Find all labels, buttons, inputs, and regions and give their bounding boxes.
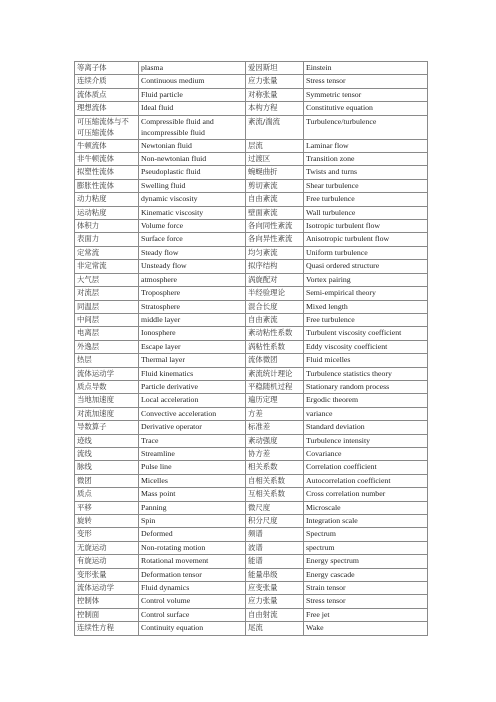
table-row [75, 380, 428, 393]
term-english-cell: Uniform turbulence [304, 246, 428, 259]
term-english-cell: Surface force [139, 233, 246, 246]
term-chinese-cell: 方差 [246, 407, 304, 420]
term-english-cell: Ideal fluid [139, 102, 246, 115]
table-row [75, 528, 428, 541]
table-row [75, 488, 428, 501]
term-english-cell: Troposphere [139, 287, 246, 300]
table-row [75, 166, 428, 179]
term-chinese-cell: 理想流体 [75, 102, 139, 115]
term-chinese-cell: 体积力 [75, 220, 139, 233]
term-chinese-cell: 有旋运动 [75, 555, 139, 568]
term-chinese-cell: 能量串级 [246, 568, 304, 581]
term-chinese-cell: 应力张量 [246, 75, 304, 88]
term-english-cell: Wall turbulence [304, 206, 428, 219]
term-chinese-cell: 连续性方程 [75, 622, 139, 635]
table-row [75, 407, 428, 420]
term-english-cell: Control surface [139, 608, 246, 621]
term-chinese-cell: 无旋运动 [75, 541, 139, 554]
table-row [75, 501, 428, 514]
table-row [75, 115, 428, 139]
term-chinese-cell: 连续介质 [75, 75, 139, 88]
term-chinese-cell: 拟序结构 [246, 260, 304, 273]
term-chinese-cell: 流体微团 [246, 354, 304, 367]
term-english-cell: Ionosphere [139, 327, 246, 340]
term-english-cell: atmosphere [139, 273, 246, 286]
term-chinese-cell: 运动粘度 [75, 206, 139, 219]
term-english-cell: Pseudoplastic fluid [139, 166, 246, 179]
term-english-cell: Einstein [304, 62, 428, 75]
term-english-cell: Kinematic viscosity [139, 206, 246, 219]
term-chinese-cell: 膨胀性流体 [75, 179, 139, 192]
term-chinese-cell: 紊流统计理论 [246, 367, 304, 380]
term-english-cell: Cross correlation number [304, 488, 428, 501]
table-row [75, 179, 428, 192]
term-chinese-cell: 尾流 [246, 622, 304, 635]
term-chinese-cell: 变形张量 [75, 568, 139, 581]
table-row [75, 246, 428, 259]
term-chinese-cell: 自由紊流 [246, 313, 304, 326]
term-english-cell: Spin [139, 515, 246, 528]
term-english-cell: Newtonian fluid [139, 139, 246, 152]
term-english-cell: Free jet [304, 608, 428, 621]
term-chinese-cell: 非定常流 [75, 260, 139, 273]
term-english-cell: spectrum [304, 541, 428, 554]
table-row [75, 153, 428, 166]
term-chinese-cell: 均匀紊流 [246, 246, 304, 259]
term-chinese-cell: 对流加速度 [75, 407, 139, 420]
term-english-cell: Autocorrelation coefficient [304, 474, 428, 487]
term-chinese-cell: 能谱 [246, 555, 304, 568]
term-english-cell: Volume force [139, 220, 246, 233]
term-english-cell: Stress tensor [304, 595, 428, 608]
term-english-cell: middle layer [139, 313, 246, 326]
term-chinese-cell: 协方差 [246, 447, 304, 460]
term-english-cell: Stratosphere [139, 300, 246, 313]
term-chinese-cell: 标准差 [246, 421, 304, 434]
term-english-cell: Fluid dynamics [139, 582, 246, 595]
term-chinese-cell: 平稳随机过程 [246, 380, 304, 393]
term-english-cell: Ergodic theorem [304, 394, 428, 407]
term-chinese-cell: 本构方程 [246, 102, 304, 115]
table-row [75, 340, 428, 353]
table-row [75, 75, 428, 88]
term-chinese-cell: 当地加速度 [75, 394, 139, 407]
table-row [75, 354, 428, 367]
term-english-cell: Wake [304, 622, 428, 635]
term-english-cell: Mixed length [304, 300, 428, 313]
term-english-cell: Escape layer [139, 340, 246, 353]
term-chinese-cell: 电离层 [75, 327, 139, 340]
table-row [75, 260, 428, 273]
table-row [75, 434, 428, 447]
table-row [75, 88, 428, 101]
term-english-cell: Isotropic turbulent flow [304, 220, 428, 233]
table-row [75, 447, 428, 460]
table-row [75, 102, 428, 115]
term-english-cell: Shear turbulence [304, 179, 428, 192]
table-row [75, 233, 428, 246]
term-chinese-cell: 流体质点 [75, 88, 139, 101]
term-english-cell: Micelles [139, 474, 246, 487]
term-chinese-cell: 涡粘性系数 [246, 340, 304, 353]
table-row [75, 582, 428, 595]
term-english-cell: Free turbulence [304, 193, 428, 206]
table-row [75, 541, 428, 554]
term-chinese-cell: 微尺度 [246, 501, 304, 514]
term-english-cell: Quasi ordered structure [304, 260, 428, 273]
term-chinese-cell: 脉线 [75, 461, 139, 474]
term-english-cell: Derivative operator [139, 421, 246, 434]
term-chinese-cell: 应力张量 [246, 595, 304, 608]
term-chinese-cell: 各向同性紊流 [246, 220, 304, 233]
term-english-cell: Transition zone [304, 153, 428, 166]
term-chinese-cell: 微团 [75, 474, 139, 487]
term-chinese-cell: 非牛顿流体 [75, 153, 139, 166]
term-chinese-cell: 半经验理论 [246, 287, 304, 300]
term-english-cell: Strain tensor [304, 582, 428, 595]
term-english-cell: Control volume [139, 595, 246, 608]
term-chinese-cell: 混合长度 [246, 300, 304, 313]
term-english-cell: Mass point [139, 488, 246, 501]
term-chinese-cell: 层流 [246, 139, 304, 152]
term-english-cell: Fluid kinematics [139, 367, 246, 380]
term-chinese-cell: 自由射流 [246, 608, 304, 621]
table-row [75, 461, 428, 474]
term-chinese-cell: 紊动粘性系数 [246, 327, 304, 340]
term-english-cell: Twists and turns [304, 166, 428, 179]
term-chinese-cell: 中间层 [75, 313, 139, 326]
term-english-cell: Energy cascade [304, 568, 428, 581]
term-chinese-cell: 对称张量 [246, 88, 304, 101]
term-english-cell: Continuous medium [139, 75, 246, 88]
term-chinese-cell: 频谱 [246, 528, 304, 541]
table-row [75, 206, 428, 219]
term-english-cell: Particle derivative [139, 380, 246, 393]
term-chinese-cell: 爱因斯坦 [246, 62, 304, 75]
term-chinese-cell: 质点 [75, 488, 139, 501]
term-english-cell: plasma [139, 62, 246, 75]
table-row [75, 394, 428, 407]
term-english-cell: Turbulent viscosity coefficient [304, 327, 428, 340]
term-chinese-cell: 迹线 [75, 434, 139, 447]
table-row [75, 62, 428, 75]
term-chinese-cell: 平移 [75, 501, 139, 514]
term-chinese-cell: 紊动强度 [246, 434, 304, 447]
term-chinese-cell: 动力粘度 [75, 193, 139, 206]
term-chinese-cell: 波谱 [246, 541, 304, 554]
term-english-cell: Free turbulence [304, 313, 428, 326]
table-row [75, 367, 428, 380]
term-english-cell: Stress tensor [304, 75, 428, 88]
term-english-cell: Non-newtonian fluid [139, 153, 246, 166]
term-chinese-cell: 控制体 [75, 595, 139, 608]
term-english-cell: variance [304, 407, 428, 420]
term-chinese-cell: 旋转 [75, 515, 139, 528]
term-english-cell: Steady flow [139, 246, 246, 259]
glossary-table [74, 61, 428, 636]
table-row [75, 287, 428, 300]
table-row [75, 193, 428, 206]
term-chinese-cell: 牛顿流体 [75, 139, 139, 152]
term-english-cell: Swelling fluid [139, 179, 246, 192]
table-row [75, 622, 428, 635]
term-chinese-cell: 表面力 [75, 233, 139, 246]
table-row [75, 300, 428, 313]
term-chinese-cell: 剪切紊流 [246, 179, 304, 192]
term-english-cell: Vortex pairing [304, 273, 428, 286]
table-row [75, 474, 428, 487]
term-chinese-cell: 变形 [75, 528, 139, 541]
term-english-cell: Rotational movement [139, 555, 246, 568]
term-chinese-cell: 同温层 [75, 300, 139, 313]
term-chinese-cell: 大气层 [75, 273, 139, 286]
table-row [75, 515, 428, 528]
term-english-cell: Convective acceleration [139, 407, 246, 420]
term-chinese-cell: 相关系数 [246, 461, 304, 474]
term-english-cell: Turbulence/turbulence [304, 115, 428, 139]
term-chinese-cell: 互相关系数 [246, 488, 304, 501]
term-english-cell: Covariance [304, 447, 428, 460]
term-english-cell: Laminar flow [304, 139, 428, 152]
term-chinese-cell: 紊流/湍流 [246, 115, 304, 139]
term-chinese-cell: 自相关系数 [246, 474, 304, 487]
term-english-cell: Spectrum [304, 528, 428, 541]
term-chinese-cell: 控制面 [75, 608, 139, 621]
term-english-cell: Panning [139, 501, 246, 514]
table-row [75, 595, 428, 608]
term-english-cell: Local acceleration [139, 394, 246, 407]
table-row [75, 273, 428, 286]
term-english-cell: dynamic viscosity [139, 193, 246, 206]
term-english-cell: Fluid particle [139, 88, 246, 101]
term-chinese-cell: 蜿蜒曲折 [246, 166, 304, 179]
term-chinese-cell: 各向异性紊流 [246, 233, 304, 246]
table-row [75, 327, 428, 340]
term-chinese-cell: 流线 [75, 447, 139, 460]
table-row [75, 608, 428, 621]
term-chinese-cell: 流体运动学 [75, 367, 139, 380]
term-english-cell: Semi-empirical theory [304, 287, 428, 300]
term-english-cell: Correlation coefficient [304, 461, 428, 474]
term-english-cell: Stationary random process [304, 380, 428, 393]
term-english-cell: Turbulence intensity [304, 434, 428, 447]
term-chinese-cell: 等离子体 [75, 62, 139, 75]
term-english-cell: Non-rotating motion [139, 541, 246, 554]
term-chinese-cell: 积分尺度 [246, 515, 304, 528]
term-chinese-cell: 热层 [75, 354, 139, 367]
term-english-cell: Integration scale [304, 515, 428, 528]
term-english-cell: Trace [139, 434, 246, 447]
term-chinese-cell: 壁面紊流 [246, 206, 304, 219]
term-chinese-cell: 自由紊流 [246, 193, 304, 206]
term-english-cell: Continuity equation [139, 622, 246, 635]
term-english-cell: Streamline [139, 447, 246, 460]
term-chinese-cell: 过渡区 [246, 153, 304, 166]
table-row [75, 555, 428, 568]
term-chinese-cell: 涡旋配对 [246, 273, 304, 286]
term-chinese-cell: 质点导数 [75, 380, 139, 393]
table-row [75, 220, 428, 233]
table-row [75, 421, 428, 434]
term-chinese-cell: 对流层 [75, 287, 139, 300]
term-chinese-cell: 拟塑性流体 [75, 166, 139, 179]
term-english-cell: Compressible fluid and incompressible fluid [139, 115, 246, 139]
term-chinese-cell: 外逸层 [75, 340, 139, 353]
term-chinese-cell: 定常流 [75, 246, 139, 259]
table-row [75, 139, 428, 152]
table-row [75, 568, 428, 581]
term-english-cell: Constitutive equation [304, 102, 428, 115]
term-english-cell: Turbulence statistics theory [304, 367, 428, 380]
term-english-cell: Pulse line [139, 461, 246, 474]
term-english-cell: Energy spectrum [304, 555, 428, 568]
term-english-cell: Unsteady flow [139, 260, 246, 273]
term-english-cell: Fluid micelles [304, 354, 428, 367]
term-english-cell: Deformed [139, 528, 246, 541]
term-chinese-cell: 应变张量 [246, 582, 304, 595]
term-english-cell: Standard deviation [304, 421, 428, 434]
term-chinese-cell: 流体运动学 [75, 582, 139, 595]
term-chinese-cell: 遍历定理 [246, 394, 304, 407]
term-english-cell: Microscale [304, 501, 428, 514]
term-english-cell: Symmetric tensor [304, 88, 428, 101]
table-row [75, 313, 428, 326]
term-english-cell: Thermal layer [139, 354, 246, 367]
term-english-cell: Deformation tensor [139, 568, 246, 581]
term-chinese-cell: 可压缩流体与不可压缩流体 [75, 115, 139, 139]
term-english-cell: Anisotropic turbulent flow [304, 233, 428, 246]
glossary-body [75, 62, 428, 636]
term-chinese-cell: 导数算子 [75, 421, 139, 434]
term-english-cell: Eddy viscosity coefficient [304, 340, 428, 353]
